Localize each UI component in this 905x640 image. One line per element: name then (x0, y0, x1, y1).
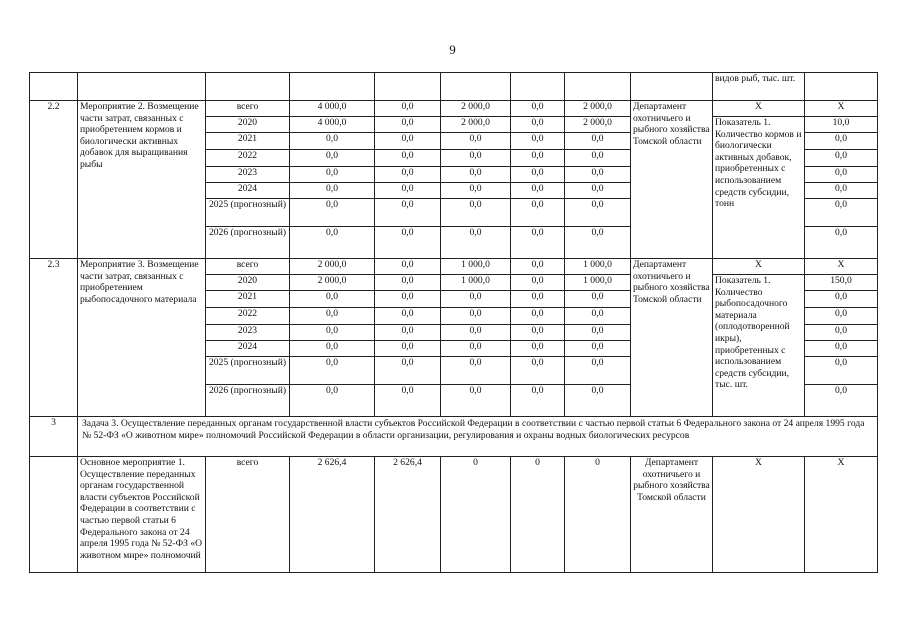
amount-cell: 0,0 (375, 199, 441, 227)
indicator-value: 0,0 (805, 227, 878, 259)
indicator-value: 0,0 (805, 133, 878, 150)
amount-cell: 0,0 (511, 325, 565, 341)
amount-cell: 0,0 (290, 199, 375, 227)
indicator-value: 0,0 (805, 385, 878, 417)
page-number: 9 (449, 42, 456, 57)
indicator-continuation: видов рыб, тыс. шт. (713, 73, 805, 101)
empty-cell (78, 73, 206, 101)
amount-cell: 0,0 (290, 183, 375, 199)
indicator-x: X (713, 457, 805, 573)
amount-cell: 0 (441, 457, 511, 573)
year-label: 2026 (прогнозный) (206, 227, 290, 259)
amount-cell: 0 (511, 457, 565, 573)
indicator-x: X (713, 259, 805, 275)
amount-cell: 0,0 (290, 133, 375, 150)
measure-number: 2.3 (30, 259, 78, 417)
amount-cell: 2 000,0 (565, 101, 631, 117)
indicator-value: 0,0 (805, 325, 878, 341)
indicator-value: X (805, 101, 878, 117)
amount-cell: 0,0 (441, 325, 511, 341)
amount-cell: 1 000,0 (565, 275, 631, 291)
amount-cell: 2 000,0 (441, 117, 511, 133)
amount-cell: 0,0 (565, 150, 631, 167)
amount-cell: 0,0 (565, 341, 631, 357)
year-label: 2025 (прогнозный) (206, 199, 290, 227)
empty-cell (631, 73, 713, 101)
executor: Департамент охотничьего и рыбного хозяйства Томской области (631, 457, 713, 573)
year-label: 2021 (206, 291, 290, 308)
amount-cell: 0,0 (565, 167, 631, 183)
task-number: 3 (30, 417, 78, 457)
year-label: 2021 (206, 133, 290, 150)
year-label: 2024 (206, 341, 290, 357)
year-label: 2023 (206, 325, 290, 341)
indicator-value: 10,0 (805, 117, 878, 133)
amount-cell: 0,0 (511, 183, 565, 199)
amount-cell: 0,0 (511, 133, 565, 150)
year-label: 2020 (206, 275, 290, 291)
amount-cell: 0,0 (511, 199, 565, 227)
empty-cell (805, 73, 878, 101)
empty-cell (375, 73, 441, 101)
amount-cell: 0,0 (441, 341, 511, 357)
amount-cell: 0,0 (565, 183, 631, 199)
amount-cell: 2 000,0 (290, 259, 375, 275)
amount-cell: 0,0 (511, 308, 565, 325)
indicator-value: 0,0 (805, 308, 878, 325)
indicator-value: 0,0 (805, 167, 878, 183)
year-label: 2024 (206, 183, 290, 199)
amount-cell: 0,0 (375, 357, 441, 385)
amount-cell: 0,0 (375, 227, 441, 259)
empty-cell (565, 73, 631, 101)
empty-cell (441, 73, 511, 101)
indicator-x: X (805, 457, 878, 573)
amount-cell: 1 000,0 (441, 275, 511, 291)
amount-cell: 0,0 (375, 133, 441, 150)
amount-cell: 0,0 (511, 167, 565, 183)
amount-cell: 0,0 (511, 101, 565, 117)
amount-cell: 0,0 (511, 227, 565, 259)
amount-cell: 4 000,0 (290, 101, 375, 117)
amount-cell: 0,0 (441, 167, 511, 183)
program-table (29, 72, 878, 573)
indicator-value: 150,0 (805, 275, 878, 291)
amount-cell: 4 000,0 (290, 117, 375, 133)
amount-cell: 1 000,0 (565, 259, 631, 275)
main-measure-name: Основное мероприятие 1. Осуществление переданных органам государственной власти субъектов Российской Федерации в соответствии с частью первой статьи 6 Федерального закона от 24 апреля 1995 года № 52-ФЗ «О животном мире» полномочий (78, 457, 206, 573)
indicator-text: Показатель 1. Количество рыбопосадочного материала (оплодотворенной икры), приобретенных с использованием средств субсидии, тыс. шт. (713, 275, 805, 417)
amount-cell: 0,0 (511, 259, 565, 275)
empty-cell (290, 73, 375, 101)
amount-cell: 0,0 (441, 227, 511, 259)
year-label: 2025 (прогнозный) (206, 357, 290, 385)
amount-cell: 0,0 (375, 117, 441, 133)
amount-cell: 0,0 (511, 275, 565, 291)
indicator-x: X (713, 101, 805, 117)
amount-cell: 0,0 (441, 133, 511, 150)
amount-cell: 0,0 (290, 308, 375, 325)
year-label: всего (206, 259, 290, 275)
amount-cell: 0,0 (565, 385, 631, 417)
empty-cell (206, 73, 290, 101)
amount-cell: 2 626,4 (375, 457, 441, 573)
amount-cell: 0,0 (441, 357, 511, 385)
amount-cell: 0,0 (375, 308, 441, 325)
amount-cell: 0,0 (511, 385, 565, 417)
amount-cell: 0,0 (441, 183, 511, 199)
amount-cell: 0,0 (441, 308, 511, 325)
empty-cell (30, 457, 78, 573)
amount-cell: 0,0 (511, 341, 565, 357)
indicator-value: 0,0 (805, 357, 878, 385)
amount-cell: 0,0 (290, 227, 375, 259)
measure-name: Мероприятие 3. Возмещение части затрат, связанных с приобретением рыбопосадочного материала (78, 259, 206, 417)
amount-cell: 0,0 (511, 117, 565, 133)
amount-cell: 0,0 (375, 101, 441, 117)
amount-cell: 0,0 (565, 325, 631, 341)
amount-cell: 0,0 (511, 357, 565, 385)
indicator-value: 0,0 (805, 183, 878, 199)
amount-cell: 0,0 (565, 357, 631, 385)
year-label: 2022 (206, 308, 290, 325)
table-row (30, 259, 878, 275)
amount-cell: 0,0 (290, 357, 375, 385)
amount-cell: 0,0 (565, 199, 631, 227)
amount-cell: 0,0 (375, 341, 441, 357)
amount-cell: 0,0 (290, 385, 375, 417)
amount-cell: 0,0 (375, 325, 441, 341)
year-label: всего (206, 457, 290, 573)
amount-cell: 2 000,0 (290, 275, 375, 291)
amount-cell: 0,0 (375, 183, 441, 199)
amount-cell: 2 626,4 (290, 457, 375, 573)
indicator-value: 0,0 (805, 291, 878, 308)
measure-name: Мероприятие 2. Возмещение части затрат, связанных с приобретением кормов и биологически активных добавок для выращивания рыбы (78, 101, 206, 259)
amount-cell: 2 000,0 (441, 101, 511, 117)
empty-cell (511, 73, 565, 101)
empty-cell (30, 73, 78, 101)
amount-cell: 0,0 (290, 150, 375, 167)
year-label: 2020 (206, 117, 290, 133)
amount-cell: 0,0 (441, 150, 511, 167)
year-label: всего (206, 101, 290, 117)
table-row (30, 101, 878, 117)
amount-cell: 1 000,0 (441, 259, 511, 275)
indicator-text: Показатель 1. Количество кормов и биологически активных добавок, приобретенных с использованием средств субсидии, тонн (713, 117, 805, 259)
amount-cell: 0,0 (375, 259, 441, 275)
year-label: 2026 (прогнозный) (206, 385, 290, 417)
executor: Департамент охотничьего и рыбного хозяйства Томской области (631, 101, 713, 259)
amount-cell: 0,0 (290, 341, 375, 357)
amount-cell: 0 (565, 457, 631, 573)
amount-cell: 0,0 (290, 167, 375, 183)
amount-cell: 2 000,0 (565, 117, 631, 133)
amount-cell: 0,0 (375, 275, 441, 291)
amount-cell: 0,0 (565, 133, 631, 150)
amount-cell: 0,0 (375, 291, 441, 308)
amount-cell: 0,0 (565, 227, 631, 259)
year-label: 2023 (206, 167, 290, 183)
amount-cell: 0,0 (375, 385, 441, 417)
amount-cell: 0,0 (565, 308, 631, 325)
amount-cell: 0,0 (375, 167, 441, 183)
amount-cell: 0,0 (511, 291, 565, 308)
amount-cell: 0,0 (565, 291, 631, 308)
measure-number: 2.2 (30, 101, 78, 259)
amount-cell: 0,0 (441, 199, 511, 227)
task-text: Задача 3. Осуществление переданных органам государственной власти субъектов Российской Федерации в соответствии с частью первой статьи 6 Федерального закона от 24 апреля 1995 года № 52-ФЗ «О животном мире» полномочий Российской Федерации в области организации, регулирования и охраны водных биологических ресурсов (78, 417, 878, 457)
year-label: 2022 (206, 150, 290, 167)
indicator-value: X (805, 259, 878, 275)
indicator-value: 0,0 (805, 150, 878, 167)
amount-cell: 0,0 (375, 150, 441, 167)
amount-cell: 0,0 (441, 291, 511, 308)
indicator-value: 0,0 (805, 341, 878, 357)
indicator-value: 0,0 (805, 199, 878, 227)
executor: Департамент охотничьего и рыбного хозяйства Томской области (631, 259, 713, 417)
amount-cell: 0,0 (290, 325, 375, 341)
amount-cell: 0,0 (511, 150, 565, 167)
amount-cell: 0,0 (290, 291, 375, 308)
amount-cell: 0,0 (441, 385, 511, 417)
